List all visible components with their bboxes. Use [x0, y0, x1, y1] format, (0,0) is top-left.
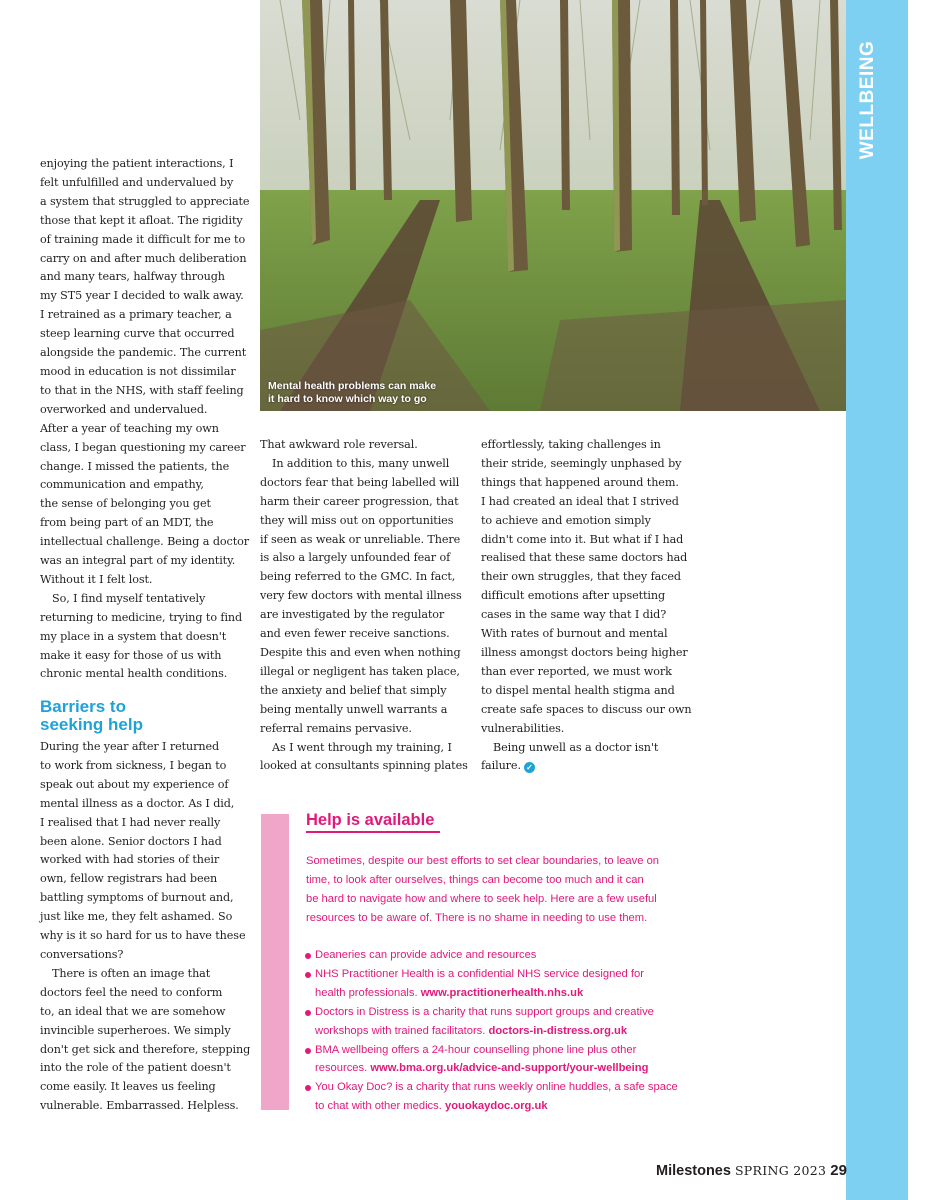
text-line: why is it so hard for us to have these	[40, 929, 246, 943]
item-text: to chat with other medics.	[315, 1100, 442, 1113]
text-line: chronic mental health conditions.	[40, 667, 228, 681]
text-line: their stride, seemingly unphased by	[481, 456, 682, 470]
bullet-icon	[305, 1010, 311, 1016]
text-line: to dispel mental health stigma and	[481, 683, 675, 697]
forest-illustration	[260, 0, 846, 411]
text-line: As I went through my training, I	[272, 740, 452, 754]
text-line: looked at consultants spinning plates	[260, 759, 468, 773]
resource-link[interactable]: youokaydoc.org.uk	[444, 1100, 548, 1113]
help-resources-list	[305, 946, 745, 1116]
text-line: to work from sickness, I began to	[40, 758, 227, 772]
magazine-name: Milestones	[656, 1163, 731, 1179]
text-line: didn't come into it. But what if I had	[481, 532, 684, 546]
bullet-icon	[305, 972, 311, 978]
text-line: being referred to the GMC. In fact,	[260, 570, 456, 584]
text-line: doctors fear that being labelled will	[260, 475, 460, 489]
text-line: NHS Practitioner Health is a confidential NHS service designed for	[315, 967, 644, 980]
text-line	[315, 1022, 745, 1041]
text-line: create safe spaces to discuss our own	[481, 702, 692, 716]
bullet-icon	[305, 1085, 311, 1091]
text-line: BMA wellbeing offers a 24-hour counselling phone line plus other	[315, 1043, 637, 1056]
text-line: change. I missed the patients, the	[40, 459, 230, 473]
text-line: illegal or negligent has taken place,	[260, 664, 460, 678]
text-line: is also a largely unfounded fear of	[260, 551, 451, 565]
text-line	[315, 984, 745, 1003]
paragraph	[260, 455, 470, 739]
paragraph	[40, 590, 250, 685]
text-line: returning to medicine, trying to find	[40, 610, 243, 624]
text-line: difficult emotions after upsetting	[481, 589, 666, 603]
section-subheading	[40, 698, 143, 734]
text-line: from being part of an MDT, the	[40, 516, 214, 530]
text-line: Deaneries can provide advice and resources	[315, 949, 537, 961]
text-line: own, fellow registrars had been	[40, 872, 218, 886]
article-column-3	[481, 436, 696, 776]
text-line: to that in the NHS, with staff feeling	[40, 383, 244, 397]
text-line: be hard to navigate how and where to seek help. Here are a few useful	[306, 892, 657, 905]
caption-line: it hard to know which way to go	[268, 393, 427, 405]
text-line-last	[481, 757, 696, 776]
text-line: In addition to this, many unwell	[272, 456, 450, 470]
bullet-icon	[305, 953, 311, 959]
text-line: don't get sick and therefore, stepping	[40, 1042, 251, 1056]
text-line: and even fewer receive sanctions.	[260, 627, 450, 641]
list-item	[305, 1078, 745, 1116]
paragraph	[481, 739, 696, 777]
text-line: been alone. Senior doctors I had	[40, 834, 222, 848]
text-line: felt unfulfilled and undervalued by	[40, 175, 234, 189]
text-line: invincible superheroes. We simply	[40, 1023, 231, 1037]
text-line: communication and empathy,	[40, 478, 204, 492]
text-line: class, I began questioning my career	[40, 440, 246, 454]
section-tab	[843, 20, 893, 180]
caption-line: Mental health problems can make	[268, 380, 437, 392]
text-line: speak out about my experience of	[40, 777, 229, 791]
text-line: if seen as weak or unreliable. There	[260, 532, 461, 546]
text-line: very few doctors with mental illness	[260, 589, 462, 603]
text-line: battling symptoms of burnout and,	[40, 891, 234, 905]
text-line: illness amongst doctors being higher	[481, 645, 688, 659]
text-line: things that happened around them.	[481, 475, 679, 489]
text-line: You Okay Doc? is a charity that runs weekly online huddles, a safe space	[315, 1081, 678, 1094]
subheading-line: Barriers to	[40, 697, 126, 716]
article-column-2	[260, 436, 470, 776]
text-line: enjoying the patient interactions, I	[40, 157, 234, 170]
item-text: workshops with trained facilitators.	[315, 1024, 486, 1037]
bullet-icon	[305, 1048, 311, 1054]
text-line: make it easy for those of us with	[40, 648, 222, 662]
item-text: health professionals.	[315, 986, 418, 999]
paragraph	[40, 738, 250, 965]
text-line: doctors feel the need to conform	[40, 985, 223, 999]
text-line: cases in the same way that I did?	[481, 608, 667, 622]
text-line: was an integral part of my identity.	[40, 554, 236, 568]
paragraph	[260, 436, 470, 455]
text-line: Sometimes, despite our best efforts to set clear boundaries, to leave on	[306, 855, 660, 867]
text-line: referral remains pervasive.	[260, 721, 412, 735]
text-line: are investigated by the regulator	[260, 608, 445, 622]
page-number: 29	[830, 1162, 847, 1179]
text-line: Being unwell as a doctor isn't	[493, 740, 659, 754]
text-line: steep learning curve that occurred	[40, 327, 235, 341]
text-line	[315, 1059, 745, 1078]
text-line: vulnerable. Embarrassed. Helpless.	[40, 1099, 239, 1113]
text-line: mental illness as a doctor. As I did,	[40, 796, 235, 810]
forest-path-photo	[260, 0, 846, 411]
text-line: With rates of burnout and mental	[481, 627, 668, 641]
subheading-line: seeking help	[40, 715, 143, 734]
paragraph	[481, 436, 696, 739]
text-line: Despite this and even when nothing	[260, 645, 461, 659]
paragraph	[40, 155, 250, 590]
text-line: my place in a system that doesn't	[40, 629, 227, 643]
resource-link[interactable]: www.practitionerhealth.nhs.uk	[420, 986, 584, 999]
text-line: Doctors in Distress is a charity that runs support groups and creative	[315, 1005, 654, 1018]
text-line: realised that these same doctors had	[481, 551, 688, 565]
page-footer	[656, 1160, 847, 1179]
paragraph	[40, 965, 250, 1116]
text-line: of training made it difficult for me to	[40, 232, 246, 246]
text-line: After a year of teaching my own	[40, 421, 219, 435]
text-line: time, to look after ourselves, things can become too much and it can	[306, 873, 644, 886]
help-box-accent-bar	[261, 814, 289, 1110]
text-line: harm their career progression, that	[260, 494, 459, 508]
text-line: my ST5 year I decided to walk away.	[40, 289, 244, 303]
text-line: overworked and undervalued.	[40, 402, 208, 416]
resource-link[interactable]: doctors-in-distress.org.uk	[488, 1024, 628, 1037]
item-text: resources.	[315, 1062, 368, 1075]
text-line: effortlessly, taking challenges in	[481, 438, 661, 451]
help-box-intro	[306, 852, 736, 928]
article-column-1-continued	[40, 738, 250, 1116]
text-line: the sense of belonging you get	[40, 497, 211, 511]
issue-season: SPRING 2023	[734, 1163, 827, 1178]
text-line: those that kept it afloat. The rigidity	[40, 213, 243, 227]
text-line: come easily. It leaves us feeling	[40, 1080, 216, 1094]
text-line: alongside the pandemic. The current	[40, 346, 247, 360]
text-line: a system that struggled to appreciate	[40, 194, 250, 208]
text-line: worked with had stories of their	[40, 853, 220, 867]
text-line: they will miss out on opportunities	[260, 513, 454, 527]
text-line: I realised that I had never really	[40, 815, 221, 829]
text-line: I retrained as a primary teacher, a	[40, 308, 232, 322]
paragraph	[260, 739, 470, 777]
text-line: Without it I felt lost.	[40, 572, 153, 586]
text-line: intellectual challenge. Being a doctor	[40, 535, 249, 549]
text-line: carry on and after much deliberation	[40, 251, 247, 265]
text-line: their own struggles, that they faced	[481, 570, 681, 584]
text-line: into the role of the patient doesn't	[40, 1061, 231, 1075]
text-line: That awkward role reversal.	[260, 438, 418, 451]
text-line: to achieve and emotion simply	[481, 513, 651, 527]
text-line	[315, 1097, 745, 1116]
text-line: vulnerabilities.	[481, 721, 565, 735]
text-line: the anxiety and belief that simply	[260, 683, 447, 697]
list-item	[305, 1041, 745, 1079]
text-line: to, an ideal that we are somehow	[40, 1004, 226, 1018]
text-line: mood in education is not dissimilar	[40, 364, 236, 378]
text-line: So, I find myself tentatively	[52, 591, 206, 605]
list-item	[305, 1003, 745, 1041]
text-line: failure.	[481, 759, 521, 773]
text-line: just like me, they felt ashamed. So	[40, 910, 233, 924]
list-item	[305, 965, 745, 1003]
text-line: than ever reported, we must work	[481, 664, 672, 678]
margin-band	[846, 0, 908, 1200]
text-line: resources to be aware of. There is no shame in needing to use them.	[306, 911, 648, 924]
photo-caption	[268, 380, 436, 406]
section-label: WELLBEING	[857, 40, 878, 160]
resource-link[interactable]: www.bma.org.uk/advice-and-support/your-wellbeing	[370, 1062, 649, 1075]
text-line: There is often an image that	[52, 966, 211, 980]
text-line: During the year after I returned	[40, 740, 220, 753]
text-line: and many tears, halfway through	[40, 270, 225, 284]
list-item	[305, 946, 745, 965]
article-column-1	[40, 155, 250, 684]
text-line: conversations?	[40, 947, 124, 961]
end-of-article-icon: ✓	[524, 762, 535, 773]
help-box-title: Help is available	[306, 811, 440, 833]
text-line: I had created an ideal that I strived	[481, 494, 679, 508]
text-line: being mentally unwell warrants a	[260, 702, 448, 716]
